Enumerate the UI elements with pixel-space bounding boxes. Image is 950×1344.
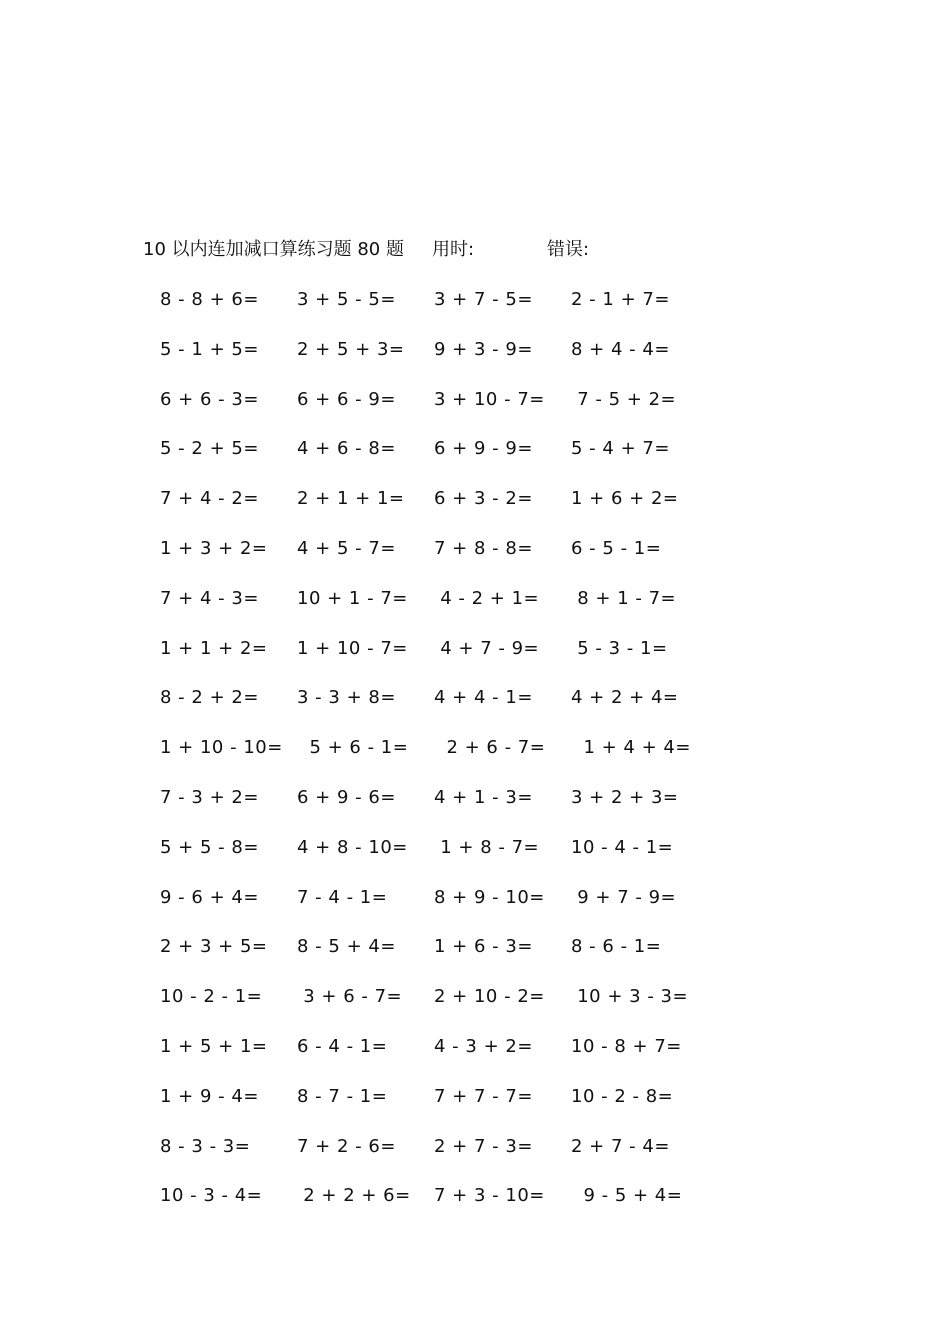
- problem-row: [140, 485, 700, 535]
- math-problem: 1 + 5 + 1=: [160, 1035, 268, 1057]
- math-problem: 8 - 3 - 3=: [160, 1135, 251, 1157]
- math-problem: 1 + 6 + 2=: [571, 488, 679, 510]
- math-problem: 2 + 5 + 3=: [297, 338, 405, 360]
- problem-row: [140, 684, 700, 734]
- problem-row: [140, 1033, 700, 1083]
- math-problem: 7 + 2 - 6=: [297, 1135, 396, 1157]
- math-problem: 5 + 6 - 1=: [297, 737, 409, 759]
- math-problem: 2 + 6 - 7=: [434, 737, 546, 759]
- math-problem: 10 + 1 - 7=: [297, 587, 408, 609]
- math-problem: 7 + 3 - 10=: [434, 1185, 545, 1207]
- math-problem: 2 + 7 - 3=: [434, 1135, 533, 1157]
- problem-row: [140, 585, 700, 635]
- math-problem: 9 + 3 - 9=: [434, 338, 533, 360]
- math-problem: 3 + 5 - 5=: [297, 289, 396, 310]
- math-problem: 8 - 2 + 2=: [160, 687, 259, 709]
- math-problem: 1 + 3 + 2=: [160, 537, 268, 559]
- problem-row: [140, 435, 700, 485]
- worksheet-title: 10 以内连加减口算练习题 80 题: [143, 239, 404, 260]
- math-problem: 7 - 5 + 2=: [571, 388, 677, 410]
- problem-row: [140, 1133, 700, 1183]
- math-problem: 1 + 6 - 3=: [434, 936, 533, 958]
- math-problem: 3 + 7 - 5=: [434, 289, 533, 310]
- worksheet-header: [143, 236, 763, 264]
- math-problem: 5 + 5 - 8=: [160, 836, 259, 858]
- problem-row: [140, 635, 700, 685]
- math-problem: 8 + 4 - 4=: [571, 338, 670, 360]
- math-problem: 4 + 1 - 3=: [434, 786, 533, 808]
- math-problem: 4 + 7 - 9=: [434, 637, 540, 659]
- problem-row: [140, 1182, 700, 1232]
- math-problem: 5 - 2 + 5=: [160, 438, 259, 460]
- math-problem: 3 + 10 - 7=: [434, 388, 545, 410]
- math-problem: 4 - 2 + 1=: [434, 587, 540, 609]
- problem-row: [140, 336, 700, 386]
- math-problem: 7 + 4 - 3=: [160, 587, 259, 609]
- math-problem: 10 - 3 - 4=: [160, 1185, 263, 1207]
- math-problem: 9 - 6 + 4=: [160, 886, 259, 908]
- math-problem: 4 + 5 - 7=: [297, 537, 396, 559]
- math-problem: 10 + 3 - 3=: [571, 986, 689, 1008]
- math-problem: 8 - 8 + 6=: [160, 289, 259, 310]
- math-problem: 2 + 7 - 4=: [571, 1135, 670, 1157]
- math-problem: 2 + 2 + 6=: [297, 1185, 411, 1207]
- problem-row: [140, 884, 700, 934]
- math-problem: 5 - 1 + 5=: [160, 338, 259, 360]
- math-problem: 10 - 2 - 8=: [571, 1085, 674, 1107]
- math-problem: 1 + 10 - 10=: [160, 737, 283, 759]
- math-problem: 10 - 4 - 1=: [571, 836, 674, 858]
- math-problem: 4 + 6 - 8=: [297, 438, 396, 460]
- problem-row: [140, 386, 700, 436]
- math-problem: 4 + 8 - 10=: [297, 836, 408, 858]
- math-problem: 7 + 8 - 8=: [434, 537, 533, 559]
- problem-row: [140, 784, 700, 834]
- math-problem: 3 + 6 - 7=: [297, 986, 403, 1008]
- math-problem: 1 + 4 + 4=: [571, 737, 691, 759]
- math-problem: 6 + 9 - 9=: [434, 438, 533, 460]
- math-problem: 2 + 1 + 1=: [297, 488, 405, 510]
- math-problem: 3 + 2 + 3=: [571, 786, 679, 808]
- math-problem: 7 - 3 + 2=: [160, 786, 259, 808]
- math-problem: 7 - 4 - 1=: [297, 886, 388, 908]
- math-problem: 2 + 3 + 5=: [160, 936, 268, 958]
- math-problem: 3 - 3 + 8=: [297, 687, 396, 709]
- math-problem: 9 + 7 - 9=: [571, 886, 677, 908]
- problem-grid: [140, 286, 700, 1232]
- problem-row: [140, 983, 700, 1033]
- math-problem: 8 + 1 - 7=: [571, 587, 677, 609]
- math-problem: 1 + 10 - 7=: [297, 637, 408, 659]
- math-problem: 1 + 1 + 2=: [160, 637, 268, 659]
- math-problem: 6 + 3 - 2=: [434, 488, 533, 510]
- problem-row: [140, 834, 700, 884]
- math-problem: 6 + 9 - 6=: [297, 786, 396, 808]
- math-problem: 9 - 5 + 4=: [571, 1185, 683, 1207]
- time-label: 用时:: [432, 239, 475, 260]
- math-problem: 8 - 7 - 1=: [297, 1085, 388, 1107]
- problem-row: [140, 1083, 700, 1133]
- math-problem: 4 + 4 - 1=: [434, 687, 533, 709]
- math-problem: 6 + 6 - 9=: [297, 388, 396, 410]
- math-problem: 5 - 4 + 7=: [571, 438, 670, 460]
- math-problem: 8 - 5 + 4=: [297, 936, 396, 958]
- problem-row: [140, 535, 700, 585]
- math-problem: 10 - 8 + 7=: [571, 1035, 682, 1057]
- math-problem: 2 + 10 - 2=: [434, 986, 545, 1008]
- problem-row: [140, 734, 700, 784]
- math-problem: 7 + 7 - 7=: [434, 1085, 533, 1107]
- math-problem: 4 - 3 + 2=: [434, 1035, 533, 1057]
- math-problem: 4 + 2 + 4=: [571, 687, 679, 709]
- math-problem: 8 - 6 - 1=: [571, 936, 662, 958]
- math-problem: 7 + 4 - 2=: [160, 488, 259, 510]
- math-problem: 6 - 5 - 1=: [571, 537, 662, 559]
- math-problem: 1 + 9 - 4=: [160, 1085, 259, 1107]
- math-problem: 1 + 8 - 7=: [434, 836, 540, 858]
- errors-label: 错误:: [547, 239, 590, 260]
- math-problem: 8 + 9 - 10=: [434, 886, 545, 908]
- problem-row: [140, 933, 700, 983]
- math-problem: 6 - 4 - 1=: [297, 1035, 388, 1057]
- math-problem: 10 - 2 - 1=: [160, 986, 263, 1008]
- math-problem: 5 - 3 - 1=: [571, 637, 668, 659]
- problem-row: [140, 286, 700, 336]
- math-problem: 2 - 1 + 7=: [571, 289, 670, 310]
- math-problem: 6 + 6 - 3=: [160, 388, 259, 410]
